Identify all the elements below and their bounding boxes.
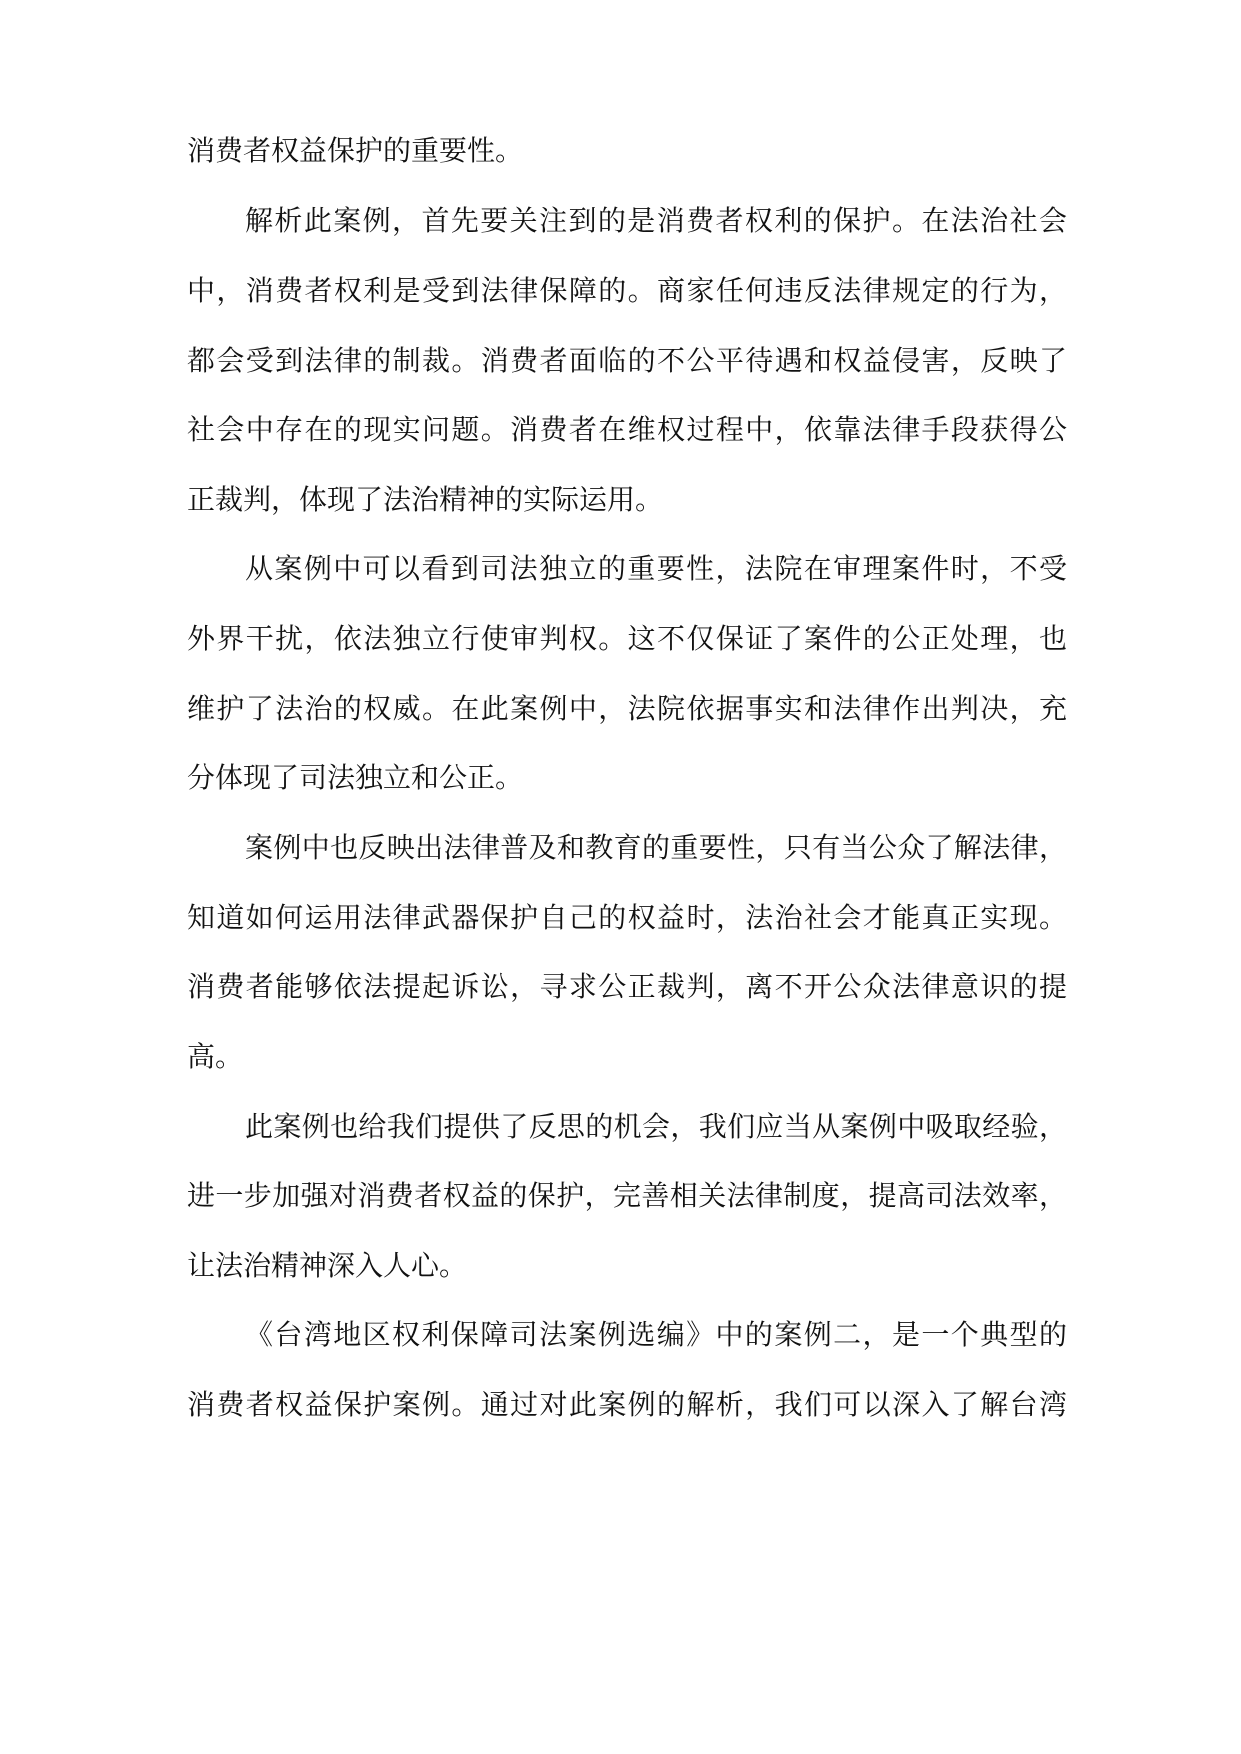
paragraph-4-line-2: 知道如何运用法律武器保护自己的权益时，法治社会才能真正实现。	[187, 901, 1067, 934]
paragraph-6-line-2: 消费者权益保护案例。通过对此案例的解析，我们可以深入了解台湾	[187, 1388, 1067, 1421]
paragraph-3-line-4: 分体现了司法独立和公正。	[187, 761, 524, 794]
paragraph-2-line-2: 中，消费者权利是受到法律保障的。商家任何违反法律规定的行为，	[187, 274, 1067, 307]
paragraph-3-line-2: 外界干扰，依法独立行使审判权。这不仅保证了案件的公正处理，也	[187, 622, 1067, 655]
paragraph-5-line-2: 进一步加强对消费者权益的保护，完善相关法律制度，提高司法效率，	[187, 1179, 1067, 1212]
paragraph-4-line-3: 消费者能够依法提起诉讼，寻求公正裁判，离不开公众法律意识的提	[187, 970, 1067, 1003]
paragraph-2-line-1: 解析此案例，首先要关注到的是消费者权利的保护。在法治社会	[245, 204, 1067, 237]
paragraph-3-line-1: 从案例中可以看到司法独立的重要性，法院在审理案件时，不受	[245, 552, 1067, 585]
paragraph-4-line-1: 案例中也反映出法律普及和教育的重要性，只有当公众了解法律，	[245, 831, 1067, 864]
paragraph-1-line-1: 消费者权益保护的重要性。	[187, 134, 524, 167]
paragraph-3-line-3: 维护了法治的权威。在此案例中，法院依据事实和法律作出判决，充	[187, 692, 1067, 725]
paragraph-6-line-1: 《台湾地区权利保障司法案例选编》中的案例二，是一个典型的	[245, 1318, 1067, 1351]
paragraph-2-line-5: 正裁判，体现了法治精神的实际运用。	[187, 483, 664, 516]
paragraph-4-line-4: 高。	[187, 1040, 244, 1073]
paragraph-5-line-3: 让法治精神深入人心。	[187, 1249, 468, 1282]
paragraph-5-line-1: 此案例也给我们提供了反思的机会，我们应当从案例中吸取经验，	[245, 1110, 1067, 1143]
paragraph-2-line-4: 社会中存在的现实问题。消费者在维权过程中，依靠法律手段获得公	[187, 413, 1067, 446]
paragraph-2-line-3: 都会受到法律的制裁。消费者面临的不公平待遇和权益侵害，反映了	[187, 344, 1067, 377]
